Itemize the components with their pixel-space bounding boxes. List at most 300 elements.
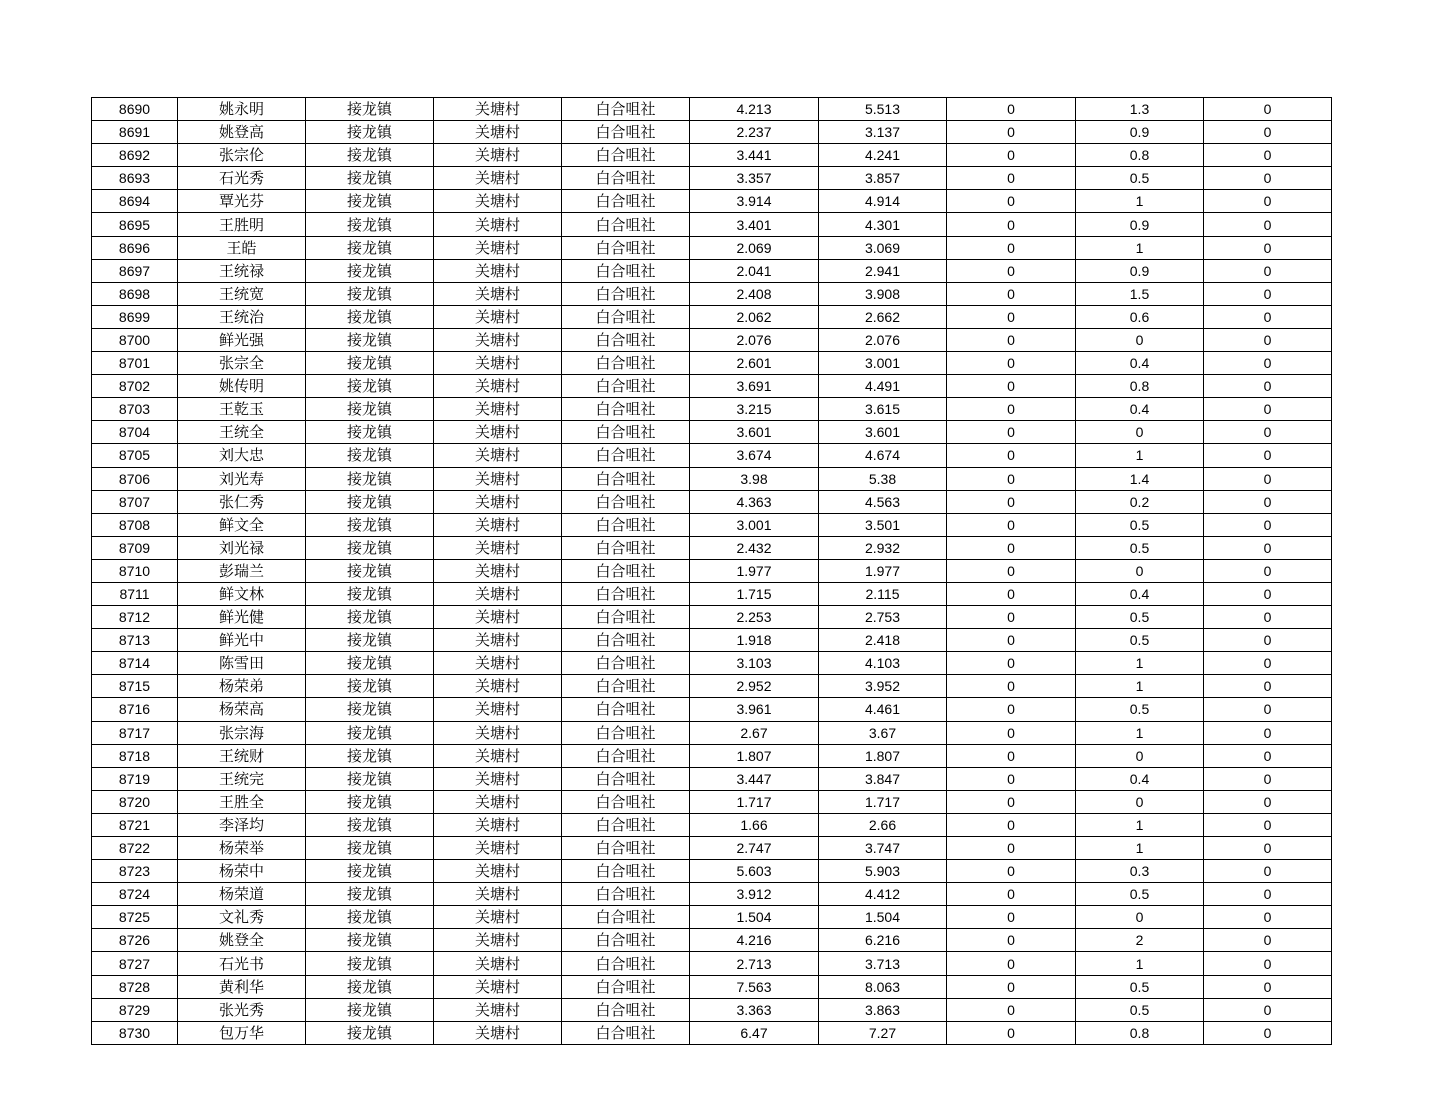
value-c-cell: 0 [947,121,1076,144]
value-a-cell: 3.357 [690,167,819,190]
id-cell: 8720 [92,790,178,813]
table-body [92,98,1332,1045]
village-cell: 关塘村 [434,837,562,860]
value-e-cell: 0 [1204,121,1332,144]
value-c-cell: 0 [947,629,1076,652]
name-cell: 石光书 [178,952,306,975]
town-cell: 接龙镇 [306,121,434,144]
value-e-cell: 0 [1204,398,1332,421]
name-cell: 彭瑞兰 [178,559,306,582]
value-c-cell: 0 [947,513,1076,536]
group-cell: 白合咀社 [562,629,690,652]
id-cell: 8716 [92,698,178,721]
value-c-cell: 0 [947,536,1076,559]
id-cell: 8690 [92,98,178,121]
value-b-cell: 2.662 [819,305,947,328]
village-cell: 关塘村 [434,675,562,698]
value-d-cell: 0.4 [1076,767,1204,790]
group-cell: 白合咀社 [562,513,690,536]
value-d-cell: 0.5 [1076,698,1204,721]
group-cell: 白合咀社 [562,906,690,929]
value-d-cell: 0 [1076,421,1204,444]
id-cell: 8702 [92,375,178,398]
group-cell: 白合咀社 [562,467,690,490]
village-cell: 关塘村 [434,767,562,790]
value-e-cell: 0 [1204,536,1332,559]
value-c-cell: 0 [947,813,1076,836]
value-a-cell: 2.076 [690,328,819,351]
group-cell: 白合咀社 [562,975,690,998]
group-cell: 白合咀社 [562,398,690,421]
village-cell: 关塘村 [434,652,562,675]
village-cell: 关塘村 [434,606,562,629]
group-cell: 白合咀社 [562,144,690,167]
value-b-cell: 5.903 [819,860,947,883]
value-e-cell: 0 [1204,860,1332,883]
name-cell: 杨荣弟 [178,675,306,698]
value-d-cell: 0.8 [1076,1021,1204,1044]
village-cell: 关塘村 [434,144,562,167]
id-cell: 8725 [92,906,178,929]
town-cell: 接龙镇 [306,975,434,998]
town-cell: 接龙镇 [306,559,434,582]
value-b-cell: 3.747 [819,837,947,860]
village-cell: 关塘村 [434,352,562,375]
group-cell: 白合咀社 [562,744,690,767]
id-cell: 8712 [92,606,178,629]
data-table [91,97,1332,1045]
value-e-cell: 0 [1204,328,1332,351]
value-a-cell: 1.977 [690,559,819,582]
value-b-cell: 3.601 [819,421,947,444]
id-cell: 8708 [92,513,178,536]
value-b-cell: 3.069 [819,236,947,259]
group-cell: 白合咀社 [562,305,690,328]
value-e-cell: 0 [1204,767,1332,790]
value-b-cell: 3.501 [819,513,947,536]
value-a-cell: 1.715 [690,582,819,605]
id-cell: 8724 [92,883,178,906]
town-cell: 接龙镇 [306,536,434,559]
group-cell: 白合咀社 [562,259,690,282]
value-e-cell: 0 [1204,906,1332,929]
town-cell: 接龙镇 [306,606,434,629]
group-cell: 白合咀社 [562,444,690,467]
id-cell: 8694 [92,190,178,213]
value-e-cell: 0 [1204,1021,1332,1044]
value-c-cell: 0 [947,998,1076,1021]
town-cell: 接龙镇 [306,929,434,952]
village-cell: 关塘村 [434,444,562,467]
table-row [92,906,1332,929]
name-cell: 李泽均 [178,813,306,836]
value-d-cell: 0 [1076,790,1204,813]
value-c-cell: 0 [947,860,1076,883]
value-d-cell: 0.5 [1076,167,1204,190]
value-b-cell: 2.753 [819,606,947,629]
value-a-cell: 2.253 [690,606,819,629]
value-a-cell: 2.237 [690,121,819,144]
value-e-cell: 0 [1204,421,1332,444]
value-d-cell: 0.4 [1076,582,1204,605]
town-cell: 接龙镇 [306,421,434,444]
id-cell: 8719 [92,767,178,790]
value-a-cell: 2.713 [690,952,819,975]
value-d-cell: 1 [1076,813,1204,836]
value-a-cell: 1.918 [690,629,819,652]
value-a-cell: 3.447 [690,767,819,790]
name-cell: 张宗伦 [178,144,306,167]
value-d-cell: 1 [1076,444,1204,467]
value-d-cell: 1.5 [1076,282,1204,305]
name-cell: 刘光禄 [178,536,306,559]
value-b-cell: 1.717 [819,790,947,813]
value-e-cell: 0 [1204,675,1332,698]
value-a-cell: 3.961 [690,698,819,721]
group-cell: 白合咀社 [562,698,690,721]
group-cell: 白合咀社 [562,767,690,790]
village-cell: 关塘村 [434,629,562,652]
town-cell: 接龙镇 [306,883,434,906]
value-d-cell: 0.5 [1076,629,1204,652]
value-a-cell: 6.47 [690,1021,819,1044]
value-e-cell: 0 [1204,167,1332,190]
table-row [92,375,1332,398]
value-c-cell: 0 [947,952,1076,975]
value-d-cell: 1 [1076,721,1204,744]
town-cell: 接龙镇 [306,444,434,467]
value-e-cell: 0 [1204,652,1332,675]
group-cell: 白合咀社 [562,582,690,605]
value-b-cell: 6.216 [819,929,947,952]
table-row [92,698,1332,721]
group-cell: 白合咀社 [562,236,690,259]
table-row [92,883,1332,906]
name-cell: 姚永明 [178,98,306,121]
id-cell: 8709 [92,536,178,559]
name-cell: 杨荣举 [178,837,306,860]
value-c-cell: 0 [947,675,1076,698]
village-cell: 关塘村 [434,398,562,421]
value-e-cell: 0 [1204,559,1332,582]
table-row [92,213,1332,236]
value-d-cell: 0 [1076,559,1204,582]
village-cell: 关塘村 [434,813,562,836]
town-cell: 接龙镇 [306,860,434,883]
value-c-cell: 0 [947,282,1076,305]
value-e-cell: 0 [1204,305,1332,328]
value-b-cell: 3.713 [819,952,947,975]
value-d-cell: 0.4 [1076,352,1204,375]
name-cell: 张宗海 [178,721,306,744]
value-c-cell: 0 [947,305,1076,328]
group-cell: 白合咀社 [562,328,690,351]
value-a-cell: 1.504 [690,906,819,929]
table-row [92,259,1332,282]
value-e-cell: 0 [1204,790,1332,813]
value-c-cell: 0 [947,421,1076,444]
village-cell: 关塘村 [434,236,562,259]
village-cell: 关塘村 [434,421,562,444]
table-row [92,144,1332,167]
value-a-cell: 3.601 [690,421,819,444]
village-cell: 关塘村 [434,467,562,490]
name-cell: 姚传明 [178,375,306,398]
table-row [92,582,1332,605]
group-cell: 白合咀社 [562,352,690,375]
id-cell: 8695 [92,213,178,236]
value-d-cell: 0 [1076,906,1204,929]
group-cell: 白合咀社 [562,721,690,744]
village-cell: 关塘村 [434,121,562,144]
name-cell: 杨荣道 [178,883,306,906]
group-cell: 白合咀社 [562,790,690,813]
group-cell: 白合咀社 [562,190,690,213]
value-d-cell: 0.9 [1076,259,1204,282]
value-e-cell: 0 [1204,813,1332,836]
value-c-cell: 0 [947,352,1076,375]
name-cell: 王胜明 [178,213,306,236]
village-cell: 关塘村 [434,559,562,582]
village-cell: 关塘村 [434,929,562,952]
value-c-cell: 0 [947,790,1076,813]
table-row [92,790,1332,813]
village-cell: 关塘村 [434,98,562,121]
table-row [92,121,1332,144]
value-b-cell: 3.863 [819,998,947,1021]
value-a-cell: 3.001 [690,513,819,536]
table-row [92,675,1332,698]
table-row [92,305,1332,328]
id-cell: 8715 [92,675,178,698]
name-cell: 王统宽 [178,282,306,305]
group-cell: 白合咀社 [562,213,690,236]
value-c-cell: 0 [947,652,1076,675]
table-row [92,744,1332,767]
id-cell: 8693 [92,167,178,190]
value-e-cell: 0 [1204,213,1332,236]
value-b-cell: 8.063 [819,975,947,998]
value-b-cell: 7.27 [819,1021,947,1044]
value-e-cell: 0 [1204,952,1332,975]
value-a-cell: 4.213 [690,98,819,121]
value-d-cell: 0.9 [1076,213,1204,236]
value-d-cell: 0.3 [1076,860,1204,883]
value-e-cell: 0 [1204,929,1332,952]
id-cell: 8711 [92,582,178,605]
town-cell: 接龙镇 [306,282,434,305]
value-e-cell: 0 [1204,375,1332,398]
value-d-cell: 0.8 [1076,375,1204,398]
value-a-cell: 2.952 [690,675,819,698]
value-d-cell: 0.4 [1076,398,1204,421]
value-d-cell: 1.4 [1076,467,1204,490]
town-cell: 接龙镇 [306,328,434,351]
name-cell: 包万华 [178,1021,306,1044]
town-cell: 接龙镇 [306,998,434,1021]
value-b-cell: 3.137 [819,121,947,144]
value-c-cell: 0 [947,606,1076,629]
value-b-cell: 4.301 [819,213,947,236]
table-row [92,467,1332,490]
value-b-cell: 4.491 [819,375,947,398]
id-cell: 8699 [92,305,178,328]
value-a-cell: 2.67 [690,721,819,744]
value-a-cell: 3.215 [690,398,819,421]
table-row [92,490,1332,513]
town-cell: 接龙镇 [306,721,434,744]
group-cell: 白合咀社 [562,998,690,1021]
value-e-cell: 0 [1204,444,1332,467]
value-c-cell: 0 [947,883,1076,906]
town-cell: 接龙镇 [306,698,434,721]
village-cell: 关塘村 [434,282,562,305]
value-a-cell: 3.914 [690,190,819,213]
name-cell: 覃光芬 [178,190,306,213]
table-row [92,236,1332,259]
town-cell: 接龙镇 [306,259,434,282]
id-cell: 8701 [92,352,178,375]
village-cell: 关塘村 [434,883,562,906]
value-b-cell: 3.001 [819,352,947,375]
village-cell: 关塘村 [434,513,562,536]
group-cell: 白合咀社 [562,167,690,190]
town-cell: 接龙镇 [306,790,434,813]
town-cell: 接龙镇 [306,813,434,836]
value-a-cell: 3.401 [690,213,819,236]
value-a-cell: 1.66 [690,813,819,836]
value-a-cell: 4.216 [690,929,819,952]
table-row [92,652,1332,675]
table-row [92,398,1332,421]
name-cell: 鲜文林 [178,582,306,605]
group-cell: 白合咀社 [562,98,690,121]
town-cell: 接龙镇 [306,767,434,790]
name-cell: 石光秀 [178,167,306,190]
town-cell: 接龙镇 [306,837,434,860]
value-a-cell: 3.103 [690,652,819,675]
town-cell: 接龙镇 [306,467,434,490]
value-b-cell: 3.952 [819,675,947,698]
value-b-cell: 5.513 [819,98,947,121]
village-cell: 关塘村 [434,375,562,398]
value-c-cell: 0 [947,559,1076,582]
id-cell: 8714 [92,652,178,675]
table-row [92,98,1332,121]
value-a-cell: 5.603 [690,860,819,883]
value-b-cell: 3.847 [819,767,947,790]
value-a-cell: 4.363 [690,490,819,513]
id-cell: 8722 [92,837,178,860]
group-cell: 白合咀社 [562,606,690,629]
name-cell: 张仁秀 [178,490,306,513]
value-d-cell: 1 [1076,236,1204,259]
value-a-cell: 2.041 [690,259,819,282]
id-cell: 8706 [92,467,178,490]
village-cell: 关塘村 [434,1021,562,1044]
town-cell: 接龙镇 [306,1021,434,1044]
group-cell: 白合咀社 [562,860,690,883]
table-row [92,513,1332,536]
table-row [92,606,1332,629]
village-cell: 关塘村 [434,213,562,236]
value-c-cell: 0 [947,929,1076,952]
value-e-cell: 0 [1204,837,1332,860]
value-d-cell: 1 [1076,675,1204,698]
name-cell: 王统财 [178,744,306,767]
id-cell: 8697 [92,259,178,282]
table-row [92,421,1332,444]
value-b-cell: 2.66 [819,813,947,836]
value-a-cell: 3.691 [690,375,819,398]
village-cell: 关塘村 [434,952,562,975]
value-e-cell: 0 [1204,98,1332,121]
name-cell: 鲜光中 [178,629,306,652]
value-c-cell: 0 [947,328,1076,351]
town-cell: 接龙镇 [306,190,434,213]
value-d-cell: 0.8 [1076,144,1204,167]
name-cell: 王皓 [178,236,306,259]
value-e-cell: 0 [1204,190,1332,213]
name-cell: 王统完 [178,767,306,790]
value-e-cell: 0 [1204,282,1332,305]
id-cell: 8696 [92,236,178,259]
town-cell: 接龙镇 [306,513,434,536]
value-d-cell: 0.5 [1076,536,1204,559]
id-cell: 8700 [92,328,178,351]
table-row [92,929,1332,952]
group-cell: 白合咀社 [562,375,690,398]
id-cell: 8704 [92,421,178,444]
name-cell: 杨荣中 [178,860,306,883]
id-cell: 8691 [92,121,178,144]
table-row [92,190,1332,213]
name-cell: 张宗全 [178,352,306,375]
table-row [92,975,1332,998]
value-e-cell: 0 [1204,144,1332,167]
value-a-cell: 2.601 [690,352,819,375]
town-cell: 接龙镇 [306,236,434,259]
value-e-cell: 0 [1204,467,1332,490]
name-cell: 杨荣高 [178,698,306,721]
value-b-cell: 4.412 [819,883,947,906]
value-c-cell: 0 [947,213,1076,236]
town-cell: 接龙镇 [306,352,434,375]
value-b-cell: 2.932 [819,536,947,559]
town-cell: 接龙镇 [306,375,434,398]
name-cell: 鲜光强 [178,328,306,351]
town-cell: 接龙镇 [306,213,434,236]
value-d-cell: 0.5 [1076,606,1204,629]
name-cell: 鲜文全 [178,513,306,536]
value-c-cell: 0 [947,375,1076,398]
value-c-cell: 0 [947,467,1076,490]
value-c-cell: 0 [947,721,1076,744]
name-cell: 王胜全 [178,790,306,813]
village-cell: 关塘村 [434,975,562,998]
town-cell: 接龙镇 [306,629,434,652]
value-c-cell: 0 [947,1021,1076,1044]
group-cell: 白合咀社 [562,813,690,836]
table-row [92,721,1332,744]
id-cell: 8698 [92,282,178,305]
group-cell: 白合咀社 [562,490,690,513]
value-d-cell: 0.5 [1076,513,1204,536]
town-cell: 接龙镇 [306,167,434,190]
value-e-cell: 0 [1204,259,1332,282]
group-cell: 白合咀社 [562,675,690,698]
village-cell: 关塘村 [434,860,562,883]
